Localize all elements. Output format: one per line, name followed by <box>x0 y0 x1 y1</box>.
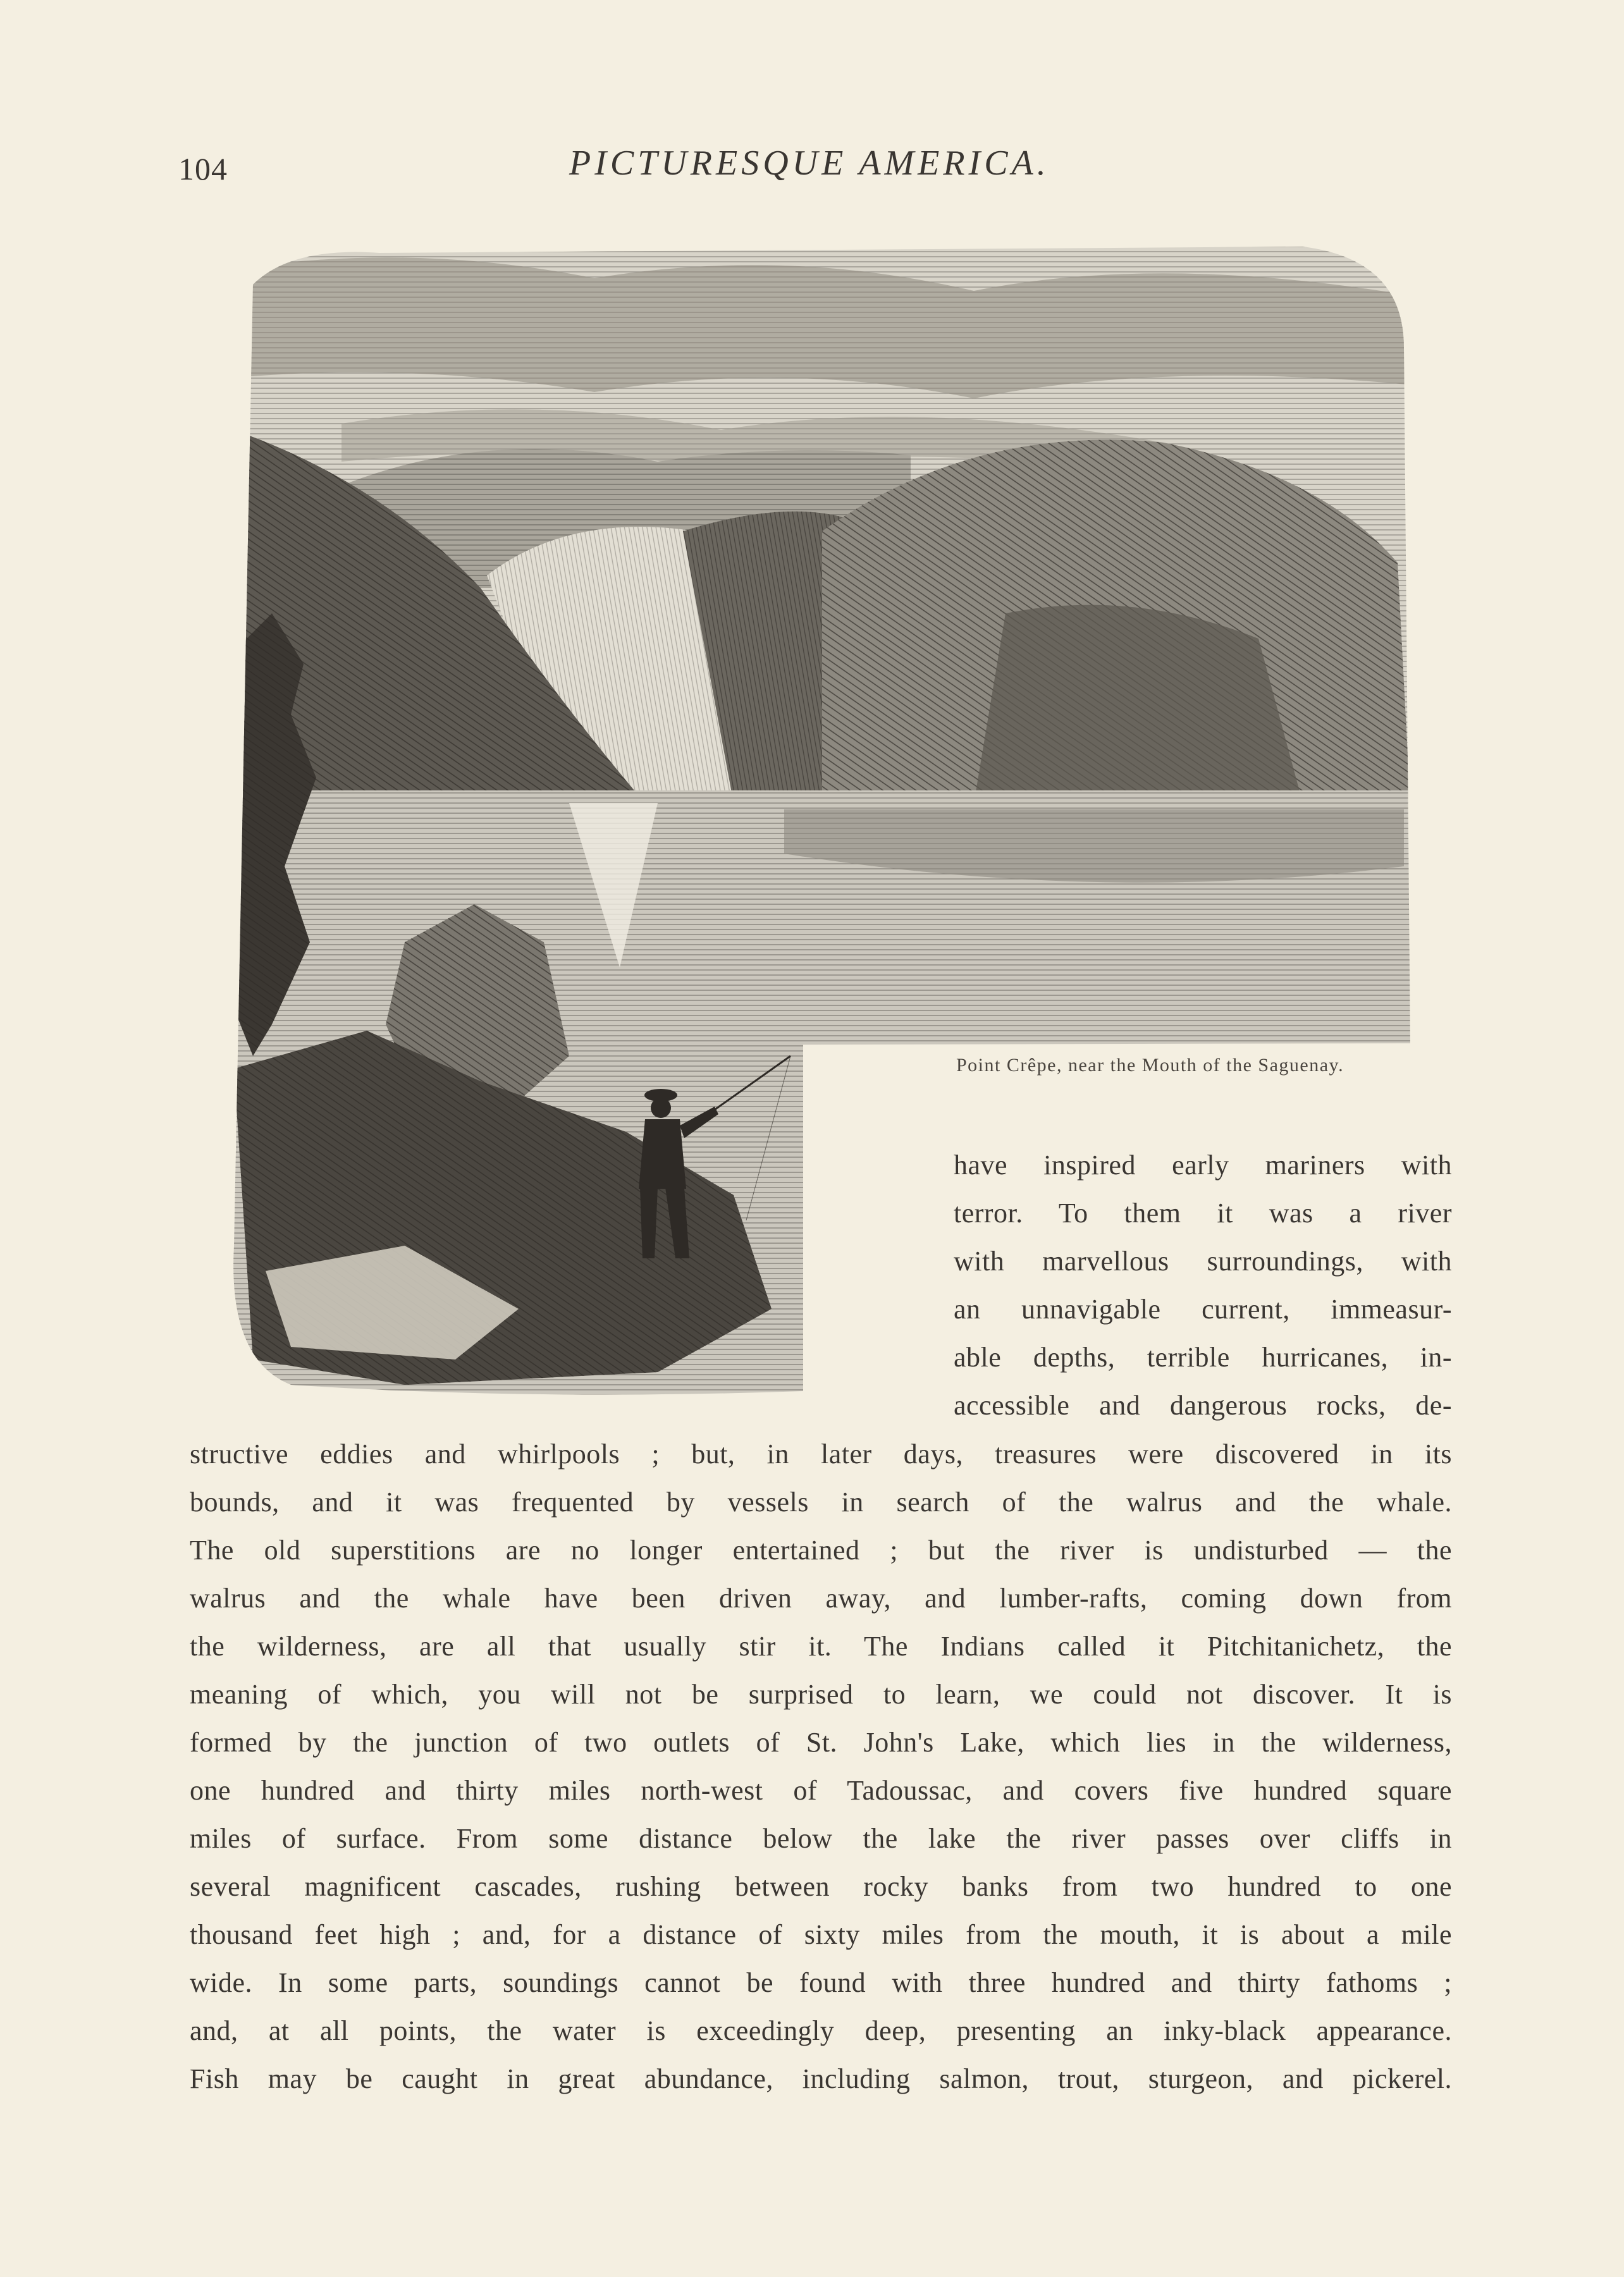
running-title: PICTURESQUE AMERICA. <box>569 144 1050 183</box>
text-line: terror. To them it was a river <box>954 1198 1452 1229</box>
text-line: accessible and dangerous rocks, de- <box>954 1390 1452 1421</box>
text-line: have inspired early mariners with <box>954 1150 1452 1181</box>
text-line: meaning of which, you will not be surprised to learn, we could not discover. It is <box>190 1679 1452 1710</box>
text-line: miles of surface. From some distance below the lake the river passes over cliffs in <box>190 1823 1452 1854</box>
text-line: one hundred and thirty miles north-west of Tadoussac, and covers five hundred square <box>190 1775 1452 1806</box>
illustration-caption: Point Crêpe, near the Mouth of the Saguenay. <box>956 1055 1344 1076</box>
text-line: bounds, and it was frequented by vessels in search of the walrus and the whale. <box>190 1487 1452 1518</box>
text-line: with marvellous surroundings, with <box>954 1246 1452 1277</box>
text-line: walrus and the whale have been driven away, and lumber-rafts, coming down from <box>190 1583 1452 1614</box>
text-line: several magnificent cascades, rushing between rocky banks from two hundred to one <box>190 1871 1452 1902</box>
text-line: The old superstitions are no longer entertained ; but the river is undisturbed — the <box>190 1535 1452 1566</box>
text-line: wide. In some parts, soundings cannot be found with three hundred and thirty fathoms ; <box>190 1967 1452 1998</box>
text-line: Fish may be caught in great abundance, including salmon, trout, sturgeon, and pickerel. <box>190 2063 1452 2094</box>
body-text <box>190 1430 1452 2103</box>
text-line: an unnavigable current, immeasur- <box>954 1294 1452 1325</box>
text-line: the wilderness, are all that usually stir it. The Indians called it Pitchitanichetz, the <box>190 1631 1452 1662</box>
text-line: formed by the junction of two outlets of St. John's Lake, which lies in the wilderness, <box>190 1727 1452 1758</box>
text-line: and, at all points, the water is exceedingly deep, presenting an inky-black appearance. <box>190 2015 1452 2046</box>
text-line: thousand feet high ; and, for a distance of sixty miles from the mouth, it is about a mile <box>190 1919 1452 1950</box>
text-line: able depths, terrible hurricanes, in- <box>954 1342 1452 1373</box>
text-line: structive eddies and whirlpools ; but, in later days, treasures were discovered in its <box>190 1439 1452 1470</box>
wrapped-text-column <box>954 1141 1452 1430</box>
page-number: 104 <box>178 151 228 187</box>
